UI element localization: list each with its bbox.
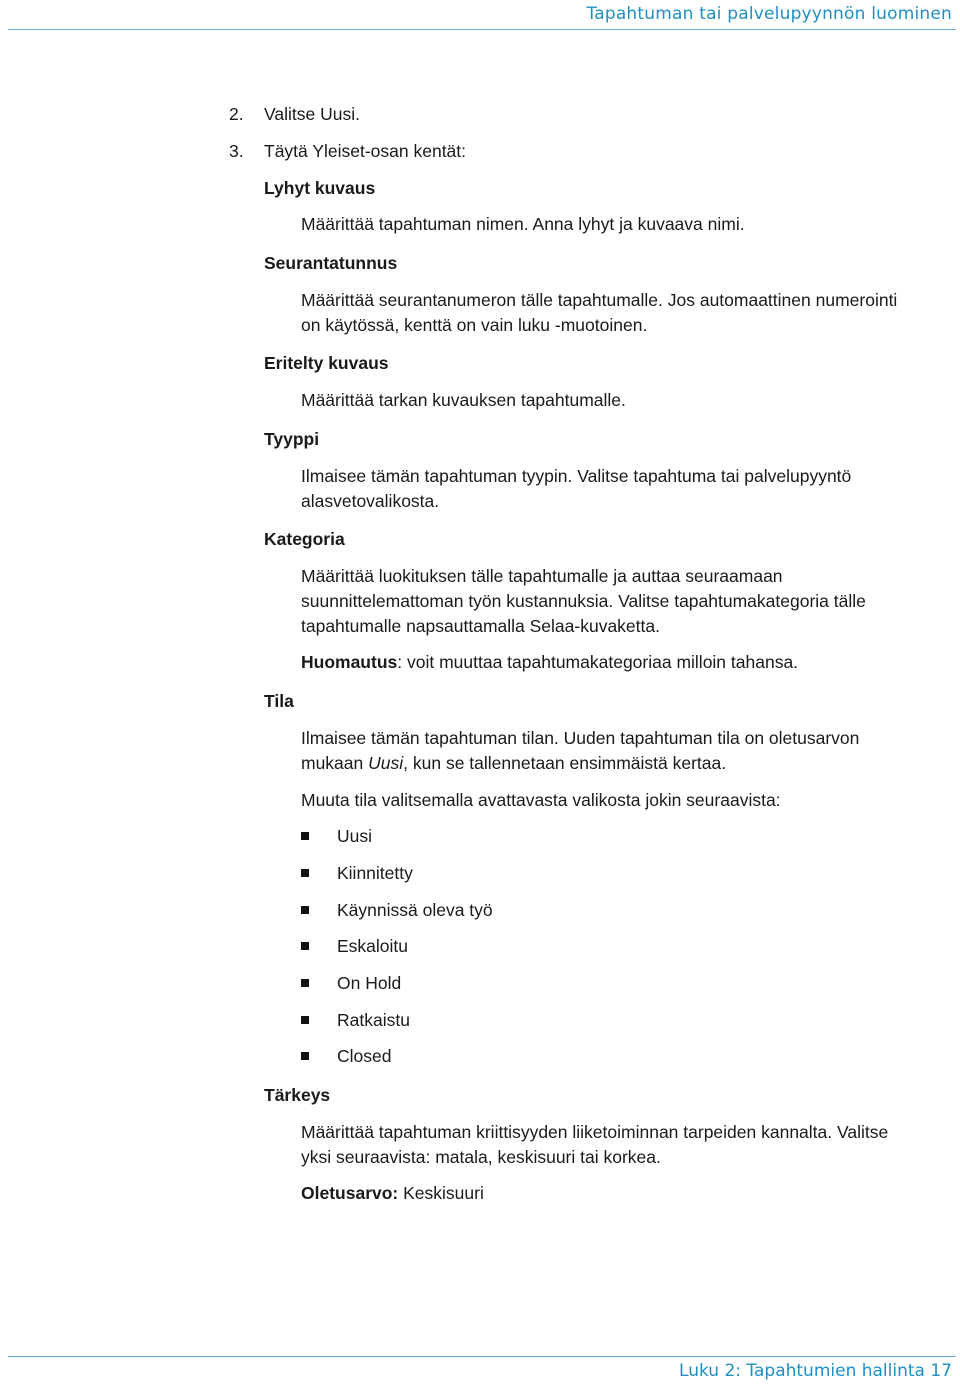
list-item: Käynnissä oleva työ — [337, 900, 493, 920]
default-value: Keskisuuri — [398, 1183, 484, 1203]
default-label: Oletusarvo: — [301, 1183, 399, 1203]
bullet-square-icon — [301, 1016, 309, 1024]
field-desc-seurantatunnus-line1: Määrittää seurantanumeron tälle tapahtumalle. Jos automaattinen numerointi — [301, 290, 898, 310]
list-item: Kiinnitetty — [337, 863, 413, 883]
tila-line2-pre: mukaan — [301, 753, 369, 773]
field-desc-tila-line2 — [301, 753, 726, 774]
list-item: On Hold — [337, 973, 402, 993]
step-number-3: 3. — [229, 141, 244, 161]
footer-chapter-page: Luku 2: Tapahtumien hallinta 17 — [679, 1361, 952, 1381]
list-item: Ratkaistu — [337, 1010, 410, 1030]
field-term-eritelty-kuvaus: Eritelty kuvaus — [264, 353, 389, 373]
bullet-square-icon — [301, 906, 309, 914]
step-number-2: 2. — [229, 104, 244, 124]
field-desc-tarkeys-line1: Määrittää tapahtuman kriittisyyden liiketoiminnan tarpeiden kannalta. Valitse — [301, 1122, 889, 1142]
field-desc-tyyppi-line1: Ilmaisee tämän tapahtuman tyypin. Valitse tapahtuma tai palvelupyyntö — [301, 466, 852, 486]
field-term-tarkeys: Tärkeys — [264, 1085, 331, 1105]
field-term-lyhyt-kuvaus: Lyhyt kuvaus — [264, 178, 376, 198]
list-item: Uusi — [337, 826, 373, 846]
field-desc-tarkeys-line2: yksi seuraavista: matala, keskisuuri tai korkea. — [301, 1147, 661, 1167]
field-term-tila: Tila — [264, 691, 294, 711]
step-text-2: Valitse Uusi. — [264, 104, 360, 124]
field-term-kategoria: Kategoria — [264, 529, 345, 549]
tila-line2-post: , kun se tallennetaan ensimmäistä kertaa. — [403, 753, 727, 773]
field-desc-lyhyt-kuvaus: Määrittää tapahtuman nimen. Anna lyhyt ja kuvaava nimi. — [301, 214, 745, 234]
note-text: : voit muuttaa tapahtumakategoriaa milloin tahansa. — [397, 652, 799, 672]
field-desc-kategoria-line1: Määrittää luokituksen tälle tapahtumalle ja auttaa seuraamaan — [301, 566, 783, 586]
header-rule — [8, 29, 956, 30]
bullet-square-icon — [301, 832, 309, 840]
running-header-title: Tapahtuman tai palvelupyynnön luominen — [586, 4, 952, 24]
note-label: Huomautus — [301, 652, 398, 672]
bullet-square-icon — [301, 979, 309, 987]
field-desc-seurantatunnus-line2: on käytössä, kenttä on vain luku -muotoinen. — [301, 315, 648, 335]
bullet-square-icon — [301, 869, 309, 877]
bullet-square-icon — [301, 1052, 309, 1060]
field-desc-kategoria-line2: suunnittelemattoman työn kustannuksia. Valitse tapahtumakategoria tälle — [301, 591, 866, 611]
field-desc-tyyppi-line2: alasvetovalikosta. — [301, 491, 440, 511]
list-item: Eskaloitu — [337, 936, 409, 956]
tila-line2-emphasis: Uusi — [368, 753, 404, 773]
field-desc-eritelty-kuvaus: Määrittää tarkan kuvauksen tapahtumalle. — [301, 390, 626, 410]
field-term-seurantatunnus: Seurantatunnus — [264, 253, 398, 273]
bullet-square-icon — [301, 942, 309, 950]
kategoria-note — [301, 652, 798, 673]
footer-rule — [8, 1356, 956, 1357]
field-term-tyyppi: Tyyppi — [264, 429, 320, 449]
field-desc-tila-line1: Ilmaisee tämän tapahtuman tilan. Uuden tapahtuman tila on oletusarvon — [301, 728, 860, 748]
field-desc-kategoria-line3: tapahtumalle napsauttamalla Selaa-kuvaketta. — [301, 616, 660, 636]
list-item: Closed — [337, 1046, 392, 1066]
step-text-3: Täytä Yleiset-osan kentät: — [264, 141, 467, 161]
tarkeys-default — [301, 1183, 484, 1204]
tila-list-intro: Muuta tila valitsemalla avattavasta valikosta jokin seuraavista: — [301, 790, 781, 810]
